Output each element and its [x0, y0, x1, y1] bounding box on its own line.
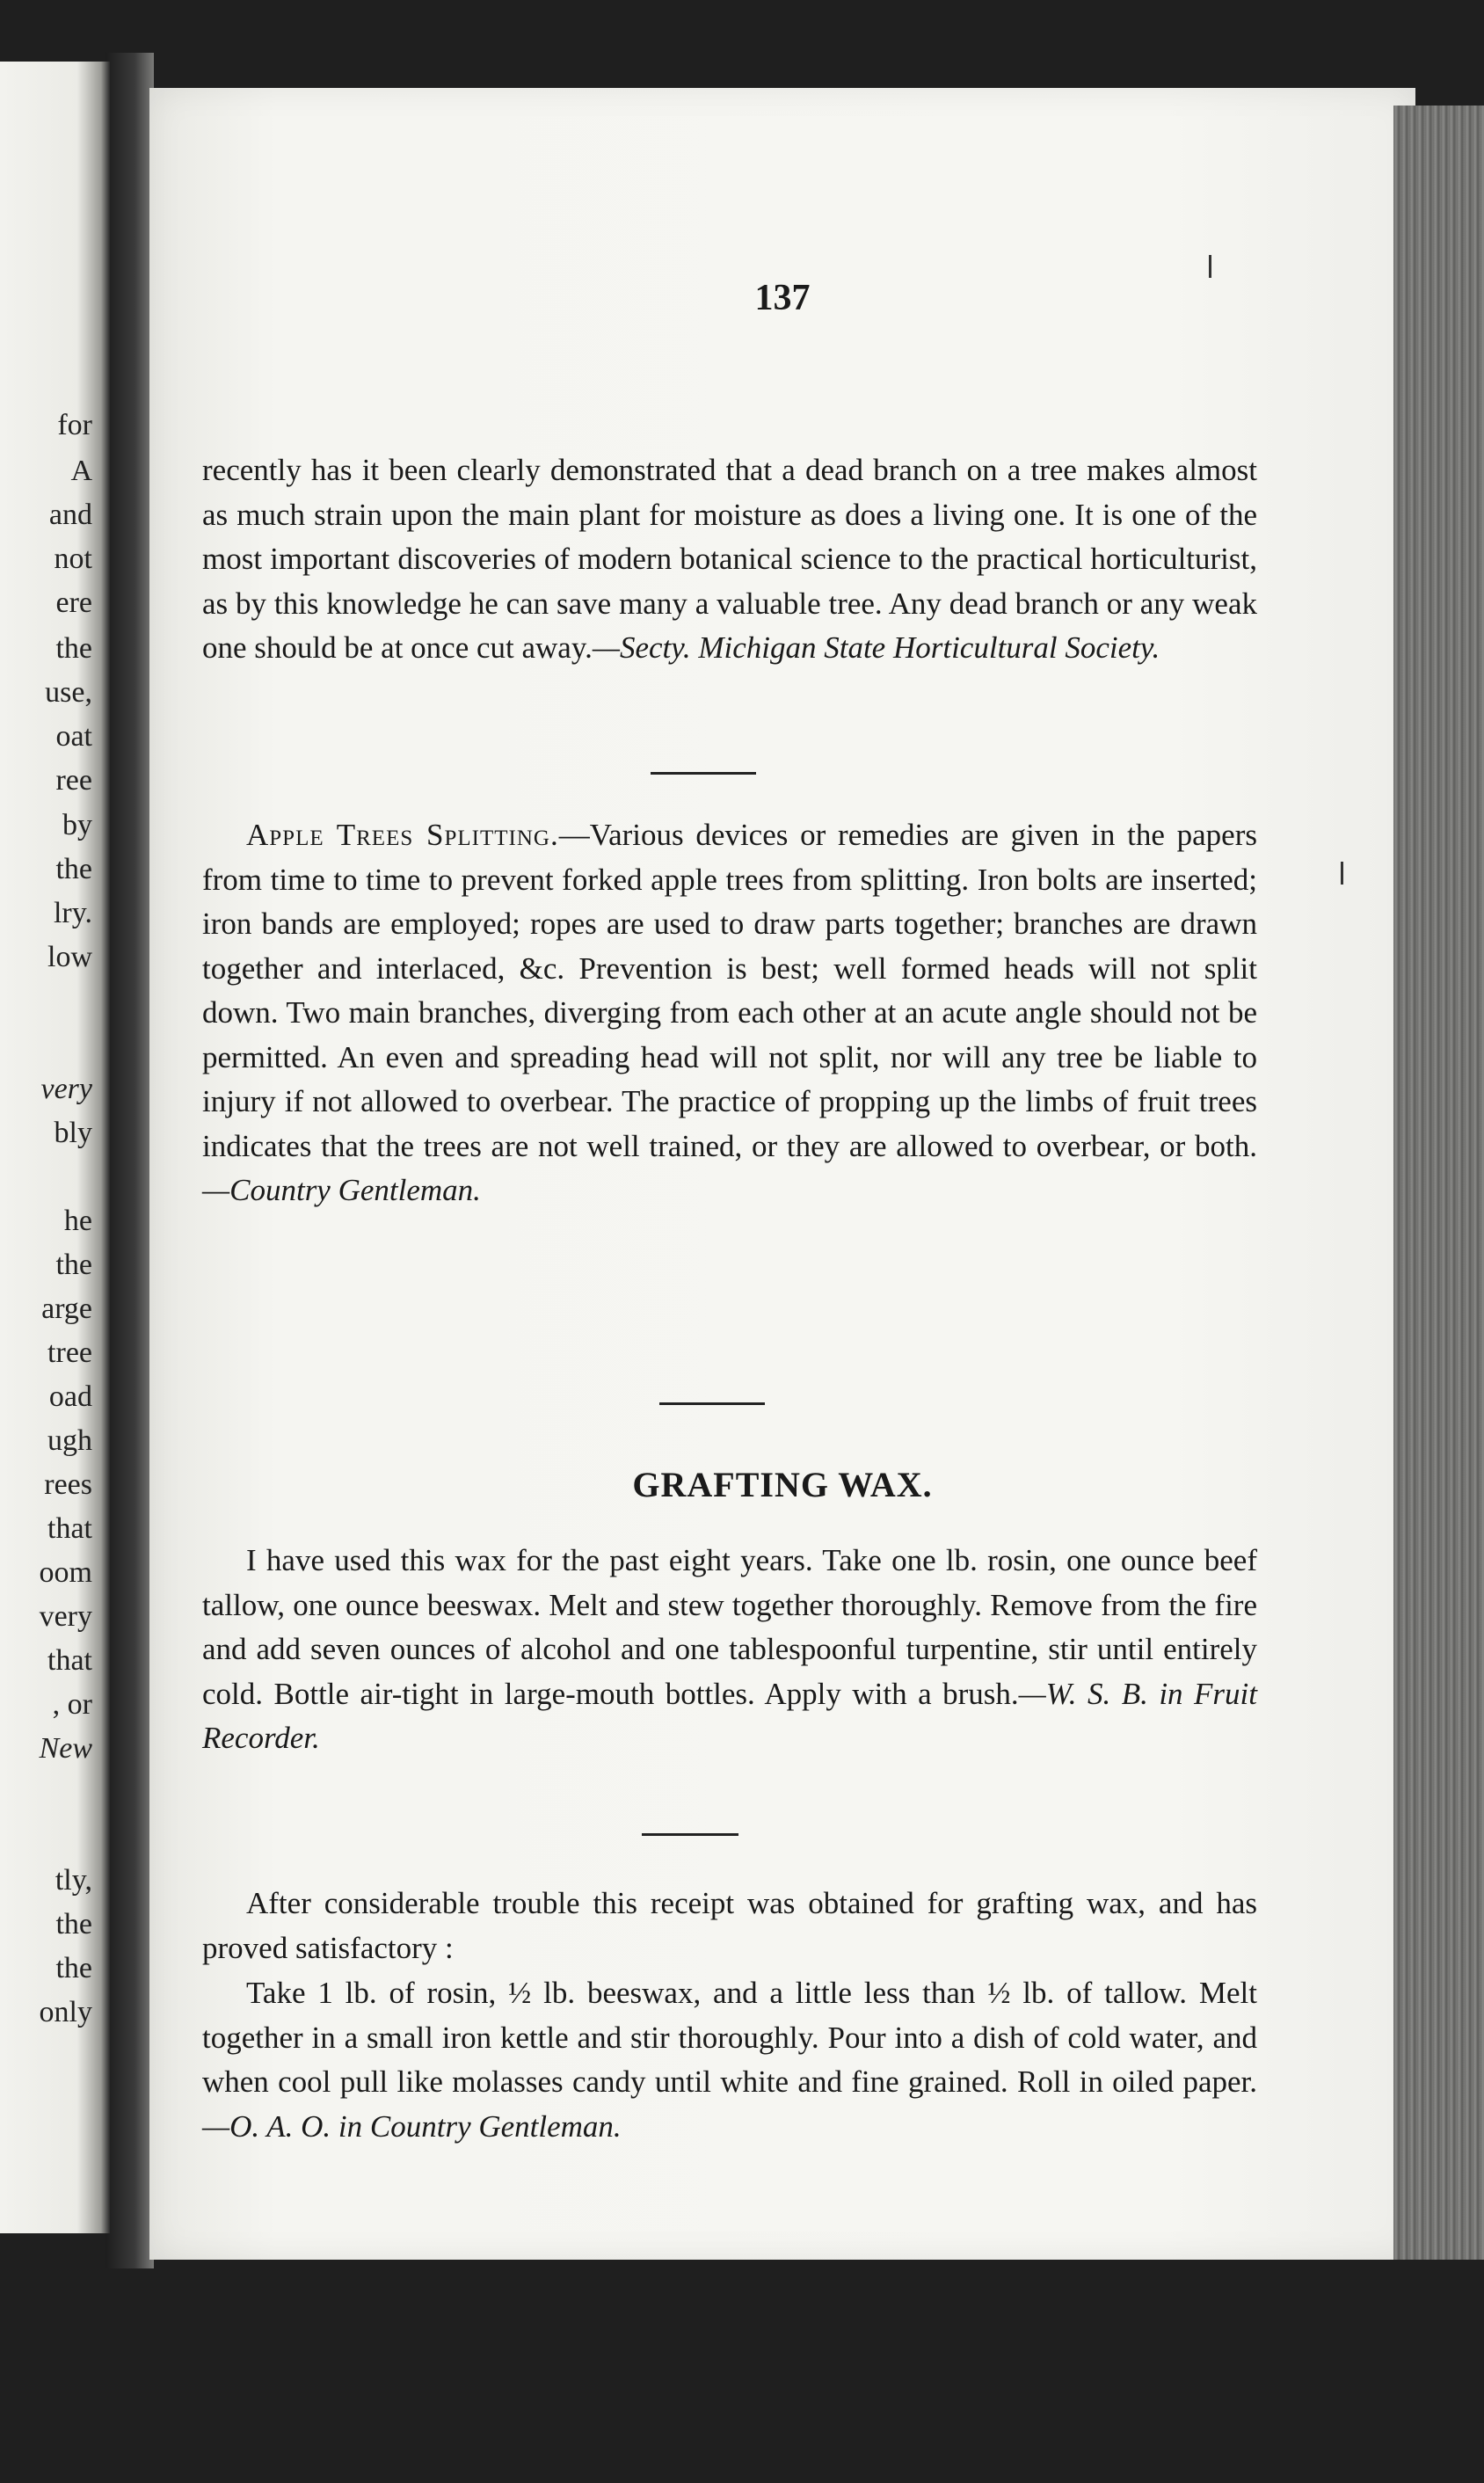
left-page-line-fragment: oom: [39, 1556, 92, 1589]
intro-source: —Secty. Michigan State Horticultural Society.: [592, 630, 1160, 665]
page-number: 137: [754, 278, 811, 318]
grafting-wax-heading: GRAFTING WAX.: [632, 1465, 933, 1504]
apple-trees-title: Apple Trees Splitting.: [246, 818, 559, 852]
left-page-line-fragment: only: [39, 1996, 92, 2028]
left-page-line-fragment: oad: [48, 1380, 92, 1413]
left-page-line-fragment: the: [55, 1952, 92, 1984]
left-page-line-fragment: that: [47, 1512, 92, 1545]
left-page-line-fragment: not: [54, 542, 92, 575]
left-page-line-fragment: the: [55, 1908, 92, 1941]
intro-paragraph: [202, 448, 1257, 671]
grafting-wax-source: —W. S. B. in Fruit Recorder.: [202, 1676, 1257, 1755]
left-page-line-fragment: arge: [41, 1292, 92, 1325]
left-page-line-fragment: the: [55, 632, 92, 665]
left-page-line-fragment: the: [55, 1249, 92, 1281]
left-page-line-fragment: for: [57, 409, 92, 441]
left-page-line-fragment: that: [47, 1644, 92, 1677]
grafting-wax-paragraph: [202, 1539, 1257, 1761]
margin-mark: [1341, 862, 1343, 885]
book-gutter: [105, 53, 154, 2268]
receipt-source: —O. A. O. in Country Gentleman.: [202, 2108, 622, 2144]
left-page-line-fragment: rees: [44, 1468, 92, 1501]
left-page-line-fragment: low: [47, 941, 92, 973]
grafting-wax-text: I have used this wax for the past eight years. Take one lb. rosin, one ounce beef tallow, one ounce beeswax. Melt and stew together thoroughly. Remove from the fire and add seven ounces of alcohol and one tablespoonful turpentine, stir until entirely cold. Bottle air-tight in large-mouth bottles. Apply with a brush.: [202, 1543, 1257, 1711]
left-page-line-fragment: and: [48, 499, 92, 531]
left-page-line-fragment: ere: [55, 586, 92, 619]
left-page-line-fragment: by: [62, 809, 92, 841]
left-page-line-fragment: , or: [52, 1688, 92, 1721]
receipt-intro-text: After considerable trouble this receipt was obtained for grafting wax, and has proved satisfactory :: [202, 1886, 1257, 1965]
intro-text: recently has it been clearly demonstrated that a dead branch on a tree makes almost as much strain upon the main plant for moisture as does a living one. It is one of the most important discoveries of modern botanical science to the practical horticulturist, as by this knowledge he can save many a valuable tree. Any dead branch or any weak one should be at once cut away.: [202, 453, 1257, 665]
left-page-line-fragment: ree: [55, 764, 92, 797]
book-page: [149, 88, 1415, 2260]
left-page-line-fragment: A: [70, 455, 92, 487]
left-page-line-fragment: oat: [55, 720, 92, 753]
left-page-line-fragment: use,: [45, 676, 92, 709]
apple-trees-source: —Country Gentleman.: [202, 1173, 481, 1207]
left-page-line-fragment: he: [63, 1205, 92, 1237]
left-page-line-fragment: tree: [47, 1336, 92, 1369]
section-divider: [651, 772, 756, 775]
receipt-intro-paragraph: [202, 1882, 1257, 1970]
receipt-text: Take 1 lb. of rosin, ½ lb. beeswax, and a little less than ½ lb. of tallow. Melt together in a small iron kettle and stir thoroughly. Pour into a dish of cold water, and when cool pull like molasses candy until white and fine grained. Roll in oiled paper.: [202, 1976, 1257, 2099]
left-page-line-fragment: the: [55, 853, 92, 885]
left-page-line-fragment: New: [39, 1732, 92, 1765]
apple-trees-paragraph: [202, 813, 1257, 1213]
receipt-paragraph: [202, 1971, 1257, 2149]
left-page-line-fragment: lry.: [53, 897, 92, 929]
apple-trees-text: —Various devices or remedies are given in the papers from time to time to prevent forked apple trees from splitting. Iron bolts are inserted; iron bands are employed; ropes are used to draw parts together; branches are drawn together and interlaced, &c. Prevention is best; well formed heads will not split down. Two main branches, diverging from each other at an acute angle should not be permitted. An even and spreading head will not split, nor will any tree be liable to injury if not allowed to overbear. The practice of propping up the limbs of fruit trees indicates that the trees are not well trained, or they are allowed to overbear, or both.: [202, 818, 1257, 1163]
left-page-sliver: [0, 62, 110, 2233]
page-stack-edge: [1393, 106, 1484, 2260]
section-divider: [659, 1402, 765, 1405]
left-page-line-fragment: very: [39, 1600, 92, 1633]
left-page-line-fragment: bly: [54, 1117, 92, 1149]
section-divider: [642, 1833, 738, 1836]
left-page-line-fragment: ugh: [47, 1424, 92, 1457]
left-page-line-fragment: tly,: [55, 1864, 92, 1897]
left-page-line-fragment: very: [40, 1073, 92, 1105]
margin-mark: [1209, 255, 1211, 278]
